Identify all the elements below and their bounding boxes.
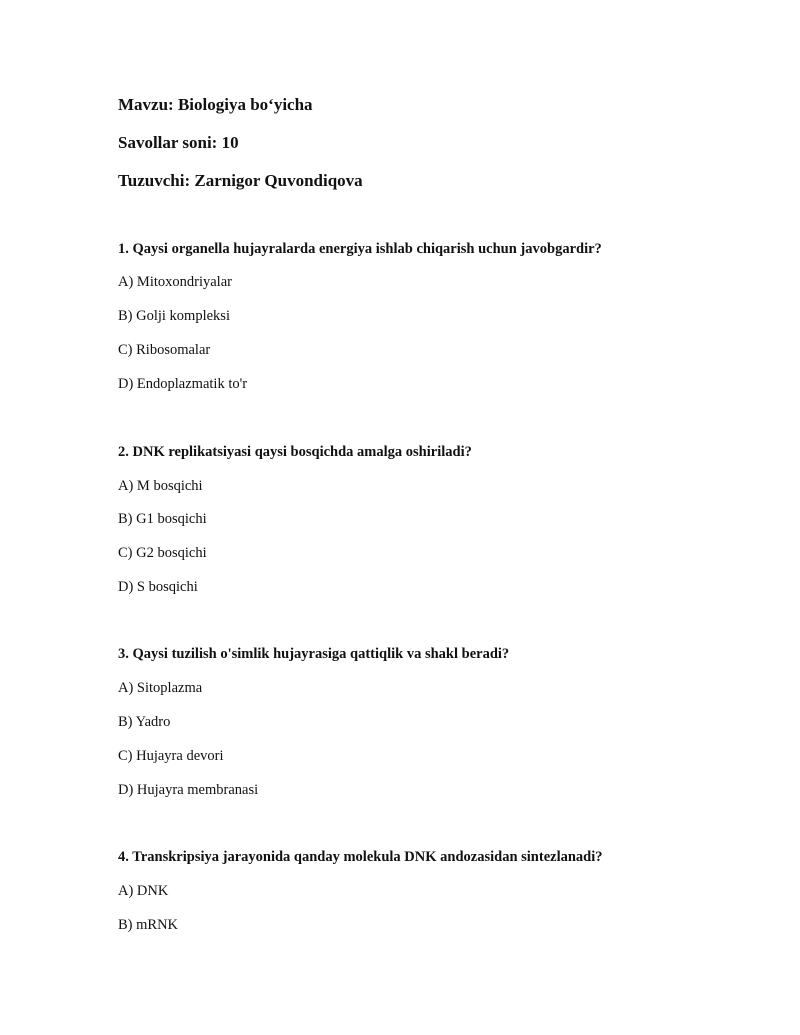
question-2-option-c: C) G2 bosqichi	[118, 545, 207, 561]
topic-heading: Mavzu: Biologiya bo‘yicha	[118, 95, 313, 114]
question-2-text: 2. DNK replikatsiyasi qaysi bosqichda amalga oshiriladi?	[118, 444, 472, 460]
question-1-option-b: B) Golji kompleksi	[118, 308, 230, 324]
question-2-option-a: A) M bosqichi	[118, 478, 203, 494]
question-1-text: 1. Qaysi organella hujayralarda energiya ishlab chiqarish uchun javobgardir?	[118, 241, 602, 257]
question-3-option-c: C) Hujayra devori	[118, 748, 224, 764]
question-4-text: 4. Transkripsiya jarayonida qanday molekula DNK andozasidan sintezlanadi?	[118, 849, 603, 865]
question-count-heading: Savollar soni: 10	[118, 133, 239, 152]
question-3-option-b: B) Yadro	[118, 714, 171, 730]
question-3-text: 3. Qaysi tuzilish o'simlik hujayrasiga qattiqlik va shakl beradi?	[118, 646, 510, 662]
question-1-option-c: C) Ribosomalar	[118, 342, 211, 358]
author-heading: Tuzuvchi: Zarnigor Quvondiqova	[118, 171, 363, 190]
question-4-option-a: A) DNK	[118, 883, 169, 899]
question-2-option-b: B) G1 bosqichi	[118, 511, 207, 527]
question-1-option-d: D) Endoplazmatik to'r	[118, 376, 248, 392]
question-3-option-d: D) Hujayra membranasi	[118, 782, 259, 798]
question-3-option-a: A) Sitoplazma	[118, 680, 203, 696]
question-1-option-a: A) Mitoxondriyalar	[118, 274, 232, 290]
question-2-option-d: D) S bosqichi	[118, 579, 198, 595]
question-4-option-b: B) mRNK	[118, 917, 179, 933]
